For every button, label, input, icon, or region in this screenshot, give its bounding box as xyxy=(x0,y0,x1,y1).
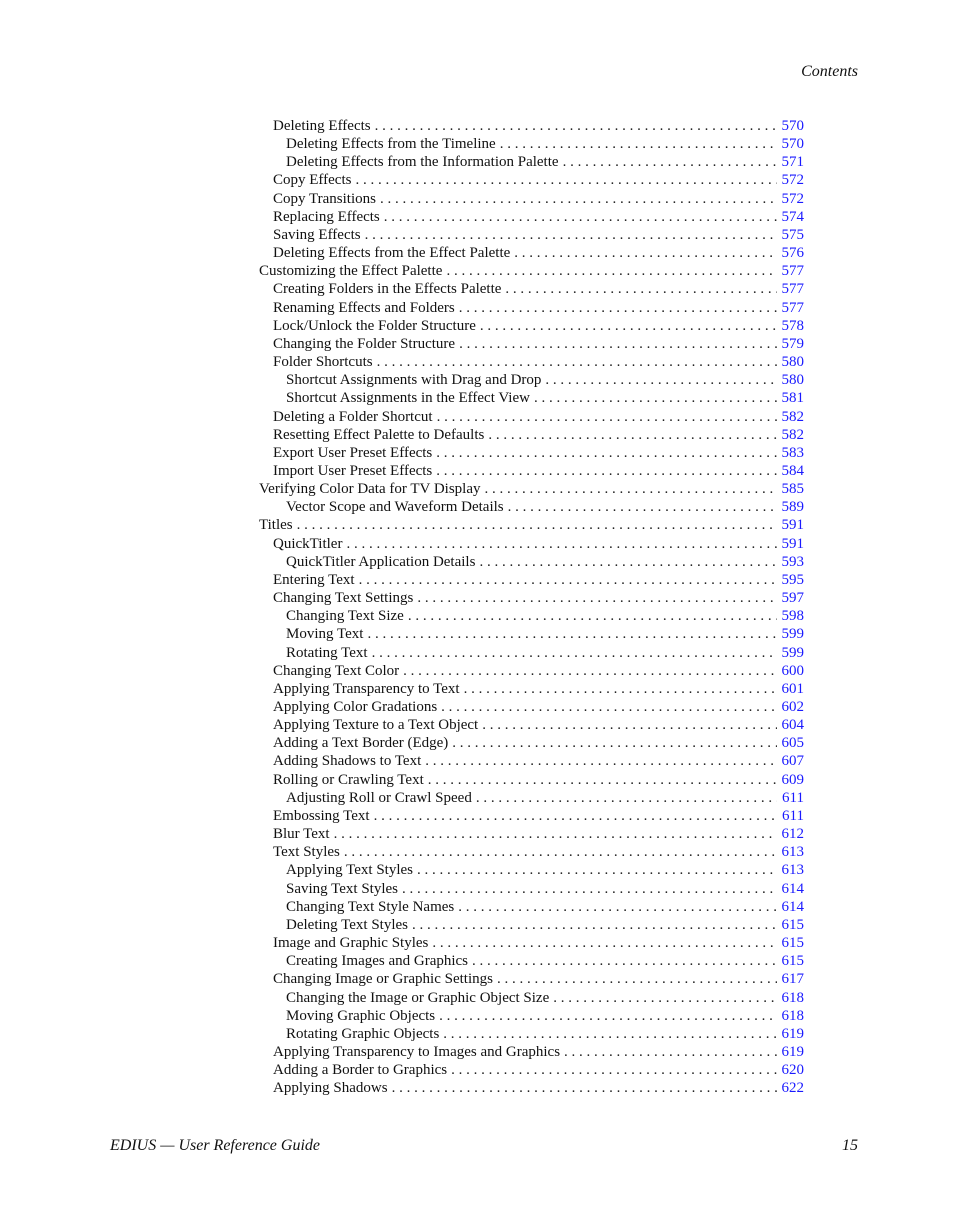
toc-entry[interactable] xyxy=(259,644,804,662)
toc-entry[interactable] xyxy=(259,408,804,426)
toc-entry-title[interactable]: Copy Effects xyxy=(273,172,352,189)
toc-entry[interactable] xyxy=(259,843,804,861)
toc-entry-title[interactable]: Replacing Effects xyxy=(273,208,380,225)
toc-entry-title[interactable]: Moving Text xyxy=(286,626,364,643)
toc-entry-title[interactable]: Resetting Effect Palette to Defaults xyxy=(273,426,485,443)
toc-entry[interactable] xyxy=(259,1061,804,1079)
toc-entry-title[interactable]: Lock/Unlock the Folder Structure xyxy=(273,317,476,334)
toc-dot-leader xyxy=(355,171,777,189)
toc-entry-page-link[interactable]: 609 xyxy=(781,771,804,788)
toc-entry[interactable] xyxy=(259,299,804,317)
toc-dot-leader xyxy=(334,825,777,843)
toc-entry-title[interactable]: Verifying Color Data for TV Display xyxy=(259,481,481,498)
toc-entry[interactable] xyxy=(259,462,804,480)
toc-entry-title[interactable]: Rotating Graphic Objects xyxy=(286,1025,440,1042)
toc-entry[interactable] xyxy=(259,952,804,970)
toc-entry[interactable] xyxy=(259,190,804,208)
toc-entry-page-link[interactable]: 580 xyxy=(781,354,804,371)
toc-entry-title[interactable]: Creating Folders in the Effects Palette xyxy=(273,281,502,298)
toc-entry-page-link[interactable]: 599 xyxy=(781,644,804,661)
toc-entry-page-link[interactable]: 604 xyxy=(781,717,804,734)
toc-entry-title[interactable]: Changing the Image or Graphic Object Size xyxy=(286,989,550,1006)
toc-dot-leader xyxy=(359,571,777,589)
toc-entry-page-link[interactable]: 589 xyxy=(781,499,804,516)
toc-entry[interactable] xyxy=(259,535,804,553)
toc-entry[interactable] xyxy=(259,1043,804,1061)
toc-dot-leader xyxy=(377,353,777,371)
toc-entry-page-link[interactable]: 615 xyxy=(781,916,804,933)
toc-entry-page-link[interactable]: 614 xyxy=(781,898,804,915)
toc-entry-page-link[interactable]: 611 xyxy=(782,807,804,824)
toc-entry-page-link[interactable]: 620 xyxy=(781,1062,804,1079)
toc-entry[interactable] xyxy=(259,825,804,843)
toc-entry[interactable] xyxy=(259,135,804,153)
toc-entry[interactable] xyxy=(259,934,804,952)
toc-entry-page-link[interactable]: 584 xyxy=(781,462,804,479)
toc-dot-leader xyxy=(458,898,777,916)
toc-entry-page-link[interactable]: 611 xyxy=(782,789,804,806)
toc-entry[interactable] xyxy=(259,1025,804,1043)
toc-dot-leader xyxy=(480,317,777,335)
toc-entry-page-link[interactable]: 615 xyxy=(781,935,804,952)
toc-entry-page-link[interactable]: 597 xyxy=(781,590,804,607)
toc-entry[interactable] xyxy=(259,335,804,353)
toc-entry-title[interactable]: Applying Color Gradations xyxy=(273,699,438,715)
toc-entry-title[interactable]: Text Styles xyxy=(273,844,340,861)
toc-entry-title[interactable]: Blur Text xyxy=(273,826,330,843)
footer-document-title: EDIUS — User Reference Guide xyxy=(110,1137,321,1154)
toc-entry-title[interactable]: Applying Text Styles xyxy=(286,862,414,879)
toc-entry[interactable] xyxy=(259,226,804,244)
toc-dot-leader xyxy=(428,771,777,789)
toc-entry[interactable] xyxy=(259,262,804,280)
toc-entry-title[interactable]: QuickTitler xyxy=(273,535,343,552)
toc-entry-title[interactable]: Creating Images and Graphics xyxy=(286,953,469,970)
toc-entry-page-link[interactable]: 622 xyxy=(781,1080,804,1097)
toc-entry-title[interactable]: Applying Texture to a Text Object xyxy=(273,717,479,734)
toc-entry-title[interactable]: Renaming Effects and Folders xyxy=(273,299,455,316)
toc-entry[interactable] xyxy=(259,153,804,171)
footer-page-number: 15 xyxy=(842,1137,858,1154)
toc-entry[interactable] xyxy=(259,898,804,916)
toc-entry-page-link[interactable]: 600 xyxy=(781,662,804,679)
toc-dot-leader xyxy=(392,1079,777,1097)
toc-entry[interactable] xyxy=(259,553,804,571)
toc-entry[interactable] xyxy=(259,880,804,898)
toc-entry-page-link[interactable]: 615 xyxy=(781,953,804,970)
toc-entry[interactable] xyxy=(259,426,804,444)
toc-entry-page-link[interactable]: 582 xyxy=(781,426,804,443)
toc-entry-page-link[interactable]: 595 xyxy=(781,571,804,588)
toc-entry-title[interactable]: Changing Text Color xyxy=(273,662,400,679)
toc-entry-page-link[interactable]: 618 xyxy=(781,989,804,1006)
toc-entry-page-link[interactable]: 577 xyxy=(781,281,804,298)
toc-entry-title[interactable]: Adding a Border to Graphics xyxy=(273,1062,448,1079)
toc-dot-leader xyxy=(380,190,777,208)
toc-entry-title[interactable]: Deleting Effects xyxy=(273,118,371,134)
toc-entry-page-link[interactable]: 598 xyxy=(781,608,804,625)
toc-entry-page-link[interactable]: 580 xyxy=(781,372,804,389)
toc-entry[interactable] xyxy=(259,698,804,716)
toc-dot-leader xyxy=(451,1061,777,1079)
toc-entry[interactable] xyxy=(259,970,804,988)
toc-entry[interactable] xyxy=(259,1079,804,1097)
toc-entry-page-link[interactable]: 585 xyxy=(781,481,804,498)
toc-entry-title[interactable]: Customizing the Effect Palette xyxy=(259,263,443,280)
toc-entry[interactable] xyxy=(259,771,804,789)
toc-dot-leader xyxy=(297,516,777,534)
toc-dot-leader xyxy=(365,226,777,244)
toc-entry[interactable] xyxy=(259,789,804,807)
toc-dot-leader xyxy=(459,299,777,317)
toc-dot-leader xyxy=(408,607,777,625)
toc-entry-title[interactable]: Deleting Text Styles xyxy=(286,916,408,933)
toc-entry[interactable] xyxy=(259,389,804,407)
toc-entry-title[interactable]: Applying Transparency to Images and Graphics xyxy=(273,1043,561,1060)
toc-dot-leader xyxy=(488,426,777,444)
toc-entry[interactable] xyxy=(259,208,804,226)
toc-dot-leader xyxy=(417,589,777,607)
toc-entry[interactable] xyxy=(259,625,804,643)
toc-dot-leader xyxy=(436,462,777,480)
toc-entry-title[interactable]: Adding a Text Border (Edge) xyxy=(273,735,449,752)
toc-entry-page-link[interactable]: 581 xyxy=(781,390,804,407)
toc-dot-leader xyxy=(417,861,777,879)
toc-entry[interactable] xyxy=(259,662,804,680)
toc-entry-page-link[interactable]: 591 xyxy=(781,517,804,534)
toc-entry-title[interactable]: Changing Text Size xyxy=(286,608,404,625)
toc-entry[interactable] xyxy=(259,444,804,462)
toc-entry-title[interactable]: Vector Scope and Waveform Details xyxy=(286,499,504,516)
toc-entry-page-link[interactable]: 605 xyxy=(781,735,804,752)
toc-entry[interactable] xyxy=(259,989,804,1007)
toc-entry-title[interactable]: Shortcut Assignments in the Effect View xyxy=(286,390,530,407)
toc-entry[interactable] xyxy=(259,480,804,498)
toc-entry-page-link[interactable]: 613 xyxy=(781,844,804,861)
toc-dot-leader xyxy=(432,934,777,952)
toc-dot-leader xyxy=(374,807,777,825)
toc-entry-title[interactable]: Titles xyxy=(259,517,293,534)
toc-entry[interactable] xyxy=(259,807,804,825)
toc-entry-title[interactable]: Rolling or Crawling Text xyxy=(273,771,424,788)
toc-entry[interactable] xyxy=(259,734,804,752)
toc-entry-title[interactable]: Copy Transitions xyxy=(273,190,376,207)
table-of-contents xyxy=(259,117,804,1097)
toc-entry-title[interactable]: Changing Image or Graphic Settings xyxy=(273,971,493,988)
toc-entry-title[interactable]: Moving Graphic Objects xyxy=(286,1007,436,1024)
toc-dot-leader xyxy=(412,916,777,934)
toc-entry-page-link[interactable]: 572 xyxy=(781,172,804,189)
toc-dot-leader xyxy=(346,535,777,553)
toc-entry[interactable] xyxy=(259,244,804,262)
toc-entry-page-link[interactable]: 570 xyxy=(781,118,804,134)
toc-entry[interactable] xyxy=(259,1007,804,1025)
toc-entry-page-link[interactable]: 577 xyxy=(781,263,804,280)
running-header-title: Contents xyxy=(801,63,858,80)
toc-entry-title[interactable]: Shortcut Assignments with Drag and Drop xyxy=(286,372,542,389)
toc-dot-leader xyxy=(479,553,777,571)
toc-entry-title[interactable]: Folder Shortcuts xyxy=(273,354,373,371)
toc-entry[interactable] xyxy=(259,680,804,698)
toc-entry[interactable] xyxy=(259,317,804,335)
toc-dot-leader xyxy=(476,789,777,807)
toc-entry-page-link[interactable]: 601 xyxy=(781,680,804,697)
toc-dot-leader xyxy=(344,843,777,861)
toc-entry-title[interactable]: Import User Preset Effects xyxy=(273,462,433,479)
toc-entry-title[interactable]: Changing the Folder Structure xyxy=(273,335,456,352)
toc-dot-leader xyxy=(514,244,777,262)
toc-entry-title[interactable]: Deleting Effects from the Timeline xyxy=(286,136,496,153)
toc-dot-leader xyxy=(563,153,777,171)
toc-entry-title[interactable]: Entering Text xyxy=(273,571,355,588)
toc-dot-leader xyxy=(482,716,777,734)
toc-entry-title[interactable]: Applying Transparency to Text xyxy=(273,680,460,697)
toc-entry-title[interactable]: QuickTitler Application Details xyxy=(286,553,476,570)
toc-dot-leader xyxy=(436,444,777,462)
toc-dot-leader xyxy=(534,389,777,407)
toc-entry-page-link[interactable]: 619 xyxy=(781,1043,804,1060)
toc-entry[interactable] xyxy=(259,117,804,135)
toc-dot-leader xyxy=(425,752,777,770)
toc-dot-leader xyxy=(464,680,777,698)
toc-entry-page-link[interactable]: 575 xyxy=(781,226,804,243)
toc-dot-leader xyxy=(402,880,777,898)
toc-entry-page-link[interactable]: 599 xyxy=(781,626,804,643)
toc-dot-leader xyxy=(459,335,777,353)
toc-entry-title[interactable]: Deleting a Folder Shortcut xyxy=(273,408,433,425)
toc-dot-leader xyxy=(446,262,777,280)
toc-dot-leader xyxy=(497,970,777,988)
toc-entry-title[interactable]: Embossing Text xyxy=(273,807,370,824)
toc-entry[interactable] xyxy=(259,716,804,734)
toc-dot-leader xyxy=(553,989,777,1007)
toc-dot-leader xyxy=(441,698,777,716)
toc-dot-leader xyxy=(367,625,777,643)
toc-entry-page-link[interactable]: 574 xyxy=(781,208,804,225)
toc-dot-leader xyxy=(443,1025,777,1043)
toc-entry-page-link[interactable]: 612 xyxy=(781,826,804,843)
toc-entry[interactable] xyxy=(259,280,804,298)
toc-entry[interactable] xyxy=(259,916,804,934)
toc-entry-page-link[interactable]: 571 xyxy=(781,154,804,171)
toc-dot-leader xyxy=(485,480,778,498)
toc-entry[interactable] xyxy=(259,498,804,516)
toc-entry[interactable] xyxy=(259,571,804,589)
toc-dot-leader xyxy=(439,1007,777,1025)
toc-entry-title[interactable]: Saving Text Styles xyxy=(286,880,399,897)
toc-entry-title[interactable]: Applying Shadows xyxy=(273,1080,388,1097)
toc-entry-page-link[interactable]: 591 xyxy=(781,535,804,552)
toc-entry-page-link[interactable]: 593 xyxy=(781,553,804,570)
toc-dot-leader xyxy=(500,135,777,153)
toc-entry[interactable] xyxy=(259,353,804,371)
toc-entry-page-link[interactable]: 618 xyxy=(781,1007,804,1024)
toc-entry-title[interactable]: Image and Graphic Styles xyxy=(273,935,429,952)
toc-entry-title[interactable]: Deleting Effects from the Effect Palette xyxy=(273,245,511,262)
toc-entry[interactable] xyxy=(259,861,804,879)
toc-dot-leader xyxy=(452,734,777,752)
toc-dot-leader xyxy=(508,498,777,516)
toc-dot-leader xyxy=(372,644,777,662)
toc-entry-title[interactable]: Adjusting Roll or Crawl Speed xyxy=(286,789,472,806)
toc-entry-title[interactable]: Export User Preset Effects xyxy=(273,444,433,461)
toc-dot-leader xyxy=(403,662,777,680)
toc-entry-page-link[interactable]: 579 xyxy=(781,335,804,352)
toc-entry-page-link[interactable]: 583 xyxy=(781,444,804,461)
toc-dot-leader xyxy=(437,408,777,426)
toc-entry-page-link[interactable]: 617 xyxy=(781,971,804,988)
toc-entry-page-link[interactable]: 577 xyxy=(781,299,804,316)
toc-entry-page-link[interactable]: 607 xyxy=(781,753,804,770)
toc-entry[interactable] xyxy=(259,516,804,534)
toc-entry-title[interactable]: Changing Text Settings xyxy=(273,590,414,607)
toc-entry-page-link[interactable]: 576 xyxy=(781,245,804,262)
toc-entry-page-link[interactable]: 582 xyxy=(781,408,804,425)
toc-entry-page-link[interactable]: 570 xyxy=(781,136,804,153)
toc-entry-title[interactable]: Deleting Effects from the Information Palette xyxy=(286,154,559,171)
toc-dot-leader xyxy=(545,371,777,389)
toc-entry-page-link[interactable]: 602 xyxy=(781,699,804,715)
toc-dot-leader xyxy=(472,952,777,970)
toc-entry[interactable] xyxy=(259,371,804,389)
toc-entry-title[interactable]: Adding Shadows to Text xyxy=(273,753,422,770)
toc-entry-title[interactable]: Changing Text Style Names xyxy=(286,898,455,915)
toc-entry-page-link[interactable]: 572 xyxy=(781,190,804,207)
toc-entry-page-link[interactable]: 619 xyxy=(781,1025,804,1042)
toc-entry-title[interactable]: Rotating Text xyxy=(286,644,368,661)
toc-dot-leader xyxy=(564,1043,777,1061)
toc-dot-leader xyxy=(505,280,777,298)
toc-entry-title[interactable]: Saving Effects xyxy=(273,226,361,243)
toc-entry-page-link[interactable]: 613 xyxy=(781,862,804,879)
toc-entry[interactable] xyxy=(259,607,804,625)
toc-entry[interactable] xyxy=(259,171,804,189)
toc-dot-leader xyxy=(375,117,777,135)
toc-entry[interactable] xyxy=(259,589,804,607)
toc-entry-page-link[interactable]: 578 xyxy=(781,317,804,334)
toc-entry-page-link[interactable]: 614 xyxy=(781,880,804,897)
toc-dot-leader xyxy=(384,208,777,226)
toc-entry[interactable] xyxy=(259,752,804,770)
